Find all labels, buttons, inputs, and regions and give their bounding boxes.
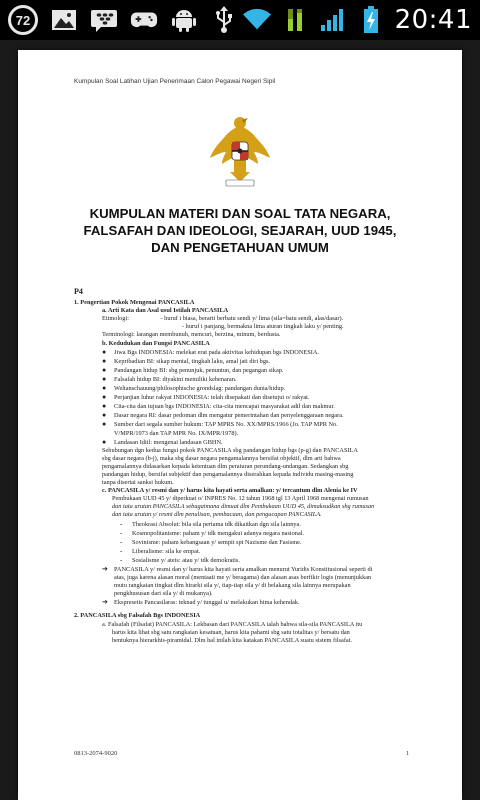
paragraph-line: a. Falsafah (Filsafat) PANCASILA: Lekbasan dari PANCASILA ialah bahwa sila-sila PANCASILA itu [102, 620, 363, 628]
paragraph-line: harus kita lihat sbg satu rangkaian kesatuan, harus kita pahami sbg satu totalitas y/ bersatu dan [112, 628, 350, 636]
footer-phone: 0813-2074-9020 [74, 750, 118, 757]
dash-item: - Theokrasi Absolut: bila sila pertama tdk dikaitkan dgn sila lainnya. [120, 519, 301, 528]
bullet-icon: ● [102, 356, 107, 365]
heading-1c: c. PANCASILA y/ resmi dan y/ harus kita hayati serta amalkan: y/ tercantum dlm Alenia ke IV [102, 487, 358, 495]
document-title [58, 205, 422, 256]
bullet-icon: ● [102, 420, 107, 429]
paragraph-line: tanpa disertai sanksi hukum. [102, 479, 174, 487]
game-controller-icon[interactable] [130, 7, 158, 33]
bullet-item: ● Weltanschauung/philosophische grondslag: pandangan dunia/hidup. [102, 384, 286, 393]
title-line: FALSAFAH DAN IDEOLOGI, SEJARAH, UUD 1945, [83, 223, 397, 238]
heading-1b: b. Kedudukan dan Fungsi PANCASILA [102, 339, 210, 347]
clock: 20:41 [394, 5, 472, 35]
terminologi-line: Terminologi: larangan membunuh, mencuri, berzina, minum, berdusta. [102, 331, 281, 339]
paragraph-line: bentuknya hierarkhis-piramidal. Dlm hal inilah kita katakan PANCASILA suatu sistem filsafat. [112, 636, 353, 644]
dash-item: - Liberalisme: sila ke empat. [120, 546, 201, 555]
android-icon[interactable] [170, 7, 198, 33]
bullet-icon: ● [102, 393, 107, 402]
heading-1a: a. Arti Kata dan Asal usul Istilah PANCASILA [102, 307, 229, 315]
bullet-item: ● Pandangan hidup BI: sbg penunjuk, penuntun, dan pegangan sikap. [102, 365, 284, 374]
heading-1: 1. Pengertian Pokok Mengenai PANCASILA [74, 299, 195, 307]
arrow-continuation: mutu rangkaian tingkat dlm hirarki sila y/, tiap-tiap sila y/ di belakang sila lainnya merupakan [114, 582, 351, 590]
bullet-item: ● Perjanjian luhur rakyat INDONESIA: telah disepakati dan disetujui o/ rakyat. [102, 393, 310, 402]
bullet-icon: ● [102, 411, 107, 420]
etimologi-line-2: - huruf i panjang, bermakna lima aturan tingkah laku y/ penting. [182, 323, 344, 331]
arrow-continuation: pengkhususan dari sila y/ di mukanya). [114, 590, 213, 598]
bullet-icon: ● [102, 437, 107, 446]
paragraph-line: Pembukaan UUD 45 y/ diperkuat o/ INPRES No. 12 tahun 1968 tgl 13 April 1968 mengenai rumusan [112, 495, 369, 503]
bullet-item: ● Jiwa Bgs INDONESIA: melekat erat pada aktivitas kehidupan bgs INDONESIA. [102, 347, 319, 356]
garuda-emblem-icon [208, 112, 272, 190]
paragraph-line: pandangan hidup, bersifat subjektif dan pengamalannya diserahkan kepada individu masing-masing [102, 470, 354, 478]
bullet-icon: ● [102, 374, 107, 383]
usb-icon[interactable] [210, 7, 238, 33]
bullet-item: ● Sumber dari segala sumber hukum: TAP MPRS No. XX/MPRS/1966 (Jo. TAP MPR No. [102, 420, 338, 429]
bullet-item: ● Landasan Idiil: mengenai landasan GBHN. [102, 437, 223, 446]
signal-icon[interactable] [319, 7, 347, 33]
heading-2: 2. PANCASILA sbg Falsafah Bgs INDONESIA [74, 612, 201, 620]
dash-item: - Sovinisme: paham kebangsaan y/ sempit spt Nazisme dan Fasisme. [120, 537, 302, 546]
bullet-continuation: V/MPR/1973 dan TAP MPR No. IX/MPR/1978). [114, 429, 239, 437]
bullet-icon: ● [102, 384, 107, 393]
arrow-item: ➔ PANCASILA y/ resmi dan y/ harus kita hayati serta amalkan menurut Yuridis Konstitusional seperti di [102, 565, 373, 573]
title-line: DAN PENGETAHUAN UMUM [151, 240, 329, 255]
arrow-item: ➔ Ekspresetis Pancasilaras: teknad y/ tunggal u/ melakukan hima kehendak. [102, 598, 300, 607]
paragraph-line: pengamalannya didasarkan kepada ketentuan dlm peraturan perundang-undangan. Sedangkan sbg [102, 462, 349, 470]
running-header: Kumpulan Soal Latihan Ujian Penerimaan Calon Pegawai Negeri Sipil [74, 78, 276, 85]
section-label: P4 [74, 287, 83, 296]
bullet-item: ● Cita-cita dan tujuan bgs INDONESIA: cita-cita mencapai masyarakat adil dan makmur. [102, 402, 335, 411]
wifi-icon[interactable] [243, 7, 271, 33]
paragraph-line: sbg dasar negara (b-j), maka sbg dasar negara pengamalannya bersifat objektif, dlm arti bahwa [102, 454, 341, 462]
document-body [74, 288, 414, 645]
paragraph-line: Sehubungan dgn kedua fungsi pokok PANCASILA sbg pandangan hidup bgs (p-g) dan PANCASILA [102, 446, 358, 454]
pdf-viewer[interactable] [0, 40, 480, 800]
document-page[interactable] [18, 50, 462, 800]
dash-item: - Sosialisme y/ ateis: atau y/ tdk demokratis. [120, 555, 240, 564]
paragraph-line: dan tata urutan y/ resmi dlm penulisan, pembacaan, dan pengucapan PANCASILA. [112, 511, 322, 519]
battery-charging-icon[interactable] [357, 7, 385, 33]
arrow-right-icon: ➔ [102, 565, 108, 573]
bullet-item: ● Kepribadian BI: sikap mental, tingkah laku, amal jati diri bgs. [102, 356, 270, 365]
etimologi-line: Etimologi: - huruf i biasa, berarti berbatu sendi y/ lima (sila=batu sendi, alas/dasar). [102, 315, 344, 323]
bullet-icon: ● [102, 402, 107, 411]
notification-count-icon[interactable]: 72 [8, 5, 38, 35]
bullet-icon: ● [102, 365, 107, 374]
bbm-icon[interactable] [90, 7, 118, 33]
page-number: 1 [406, 750, 410, 757]
data-transfer-icon[interactable] [281, 7, 309, 33]
bullet-icon: ● [102, 347, 107, 356]
dash-item: - Kosmopolitanisme: paham y/ tdk mengakui adanya negara nasional. [120, 528, 305, 537]
paragraph-line: dan tata urutan PANCASILA sebagaimana dimuat dlm Pembukaan UUD 45, dimaksudkan sbg rumusan [112, 503, 375, 511]
image-icon[interactable] [50, 7, 78, 33]
arrow-right-icon: ➔ [102, 598, 108, 607]
arrow-continuation: atas, juga karena alasan moral (mentaati me y/ beragama) dan alasan asas berfikir logis (menunjukkan [114, 574, 372, 582]
status-bar [0, 0, 480, 40]
bullet-item: ● Dasar negara RI: dasar pedoman dlm mengatur pemerintahan dan penyelenggaraan negara. [102, 411, 344, 420]
bullet-item: ● Falsafah hidup BI: diyakini memiliki kebenaran. [102, 374, 237, 383]
title-line: KUMPULAN MATERI DAN SOAL TATA NEGARA, [89, 206, 391, 221]
